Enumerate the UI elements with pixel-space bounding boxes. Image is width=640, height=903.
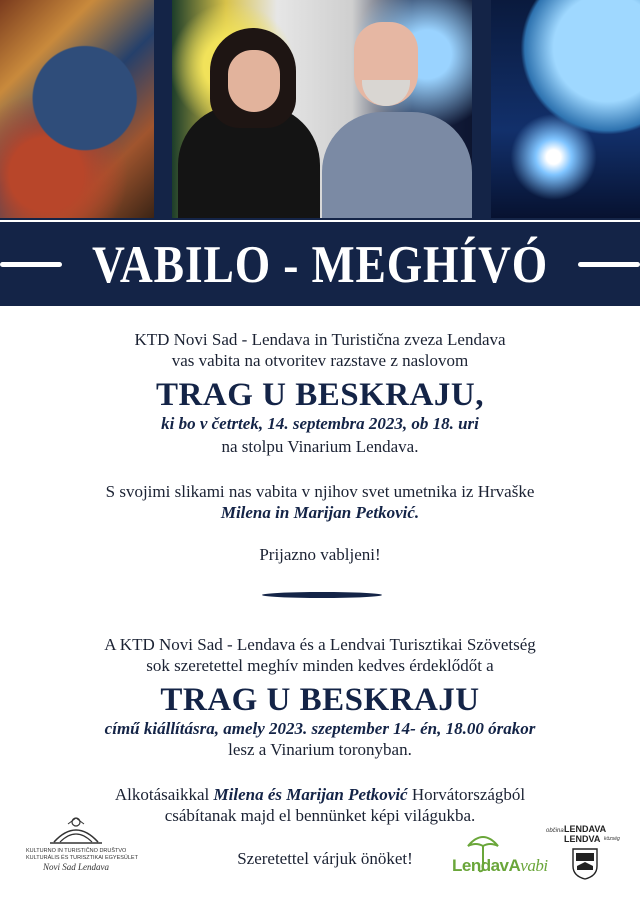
painting-left-image [0,0,154,218]
section-divider [262,592,382,598]
hu-exhibition-title: TRAG U BESKRAJU [160,682,480,718]
painting-right-image [491,0,640,218]
sl-welcome: Prijazno vabljeni! [259,545,381,564]
ktd-emblem-icon [46,814,106,846]
banner-title: VABILO - MEGHÍVÓ [91,236,549,294]
hu-artists-names: Milena és Marijan Petković [213,785,408,804]
sl-intro-line1: KTD Novi Sad - Lendava in Turistična zveza Lendava [134,330,506,349]
hu-artists-line2: csábítanak majd el bennünket képi világukba. [164,806,476,825]
hu-artists-prefix: Alkotásaikkal [114,785,210,804]
ktd-line2: KULTURÁLIS ÉS TURISZTIKAI EGYESÜLET [26,855,138,861]
hu-artists-suffix: Horvátországból [411,785,526,804]
woman-face [228,50,280,112]
artists-photo [172,0,472,218]
sl-place-line: na stolpu Vinarium Lendava. [221,437,419,456]
obcina-lendava-logo [546,822,622,882]
sl-artists-line: S svojimi slikami nas vabita v njihov svet umetnika iz Hrvaške [105,482,535,501]
man-beard [362,80,410,106]
sl-artists-names: Milena in Marijan Petković. [220,503,420,522]
ktd-line1: KULTURNO IN TURISTIČNO DRUŠTVO [26,848,127,854]
hu-welcome: Szeretettel várjuk önöket! [237,849,413,868]
sl-intro-line2: vas vabita na otvoritev razstave z naslovom [171,351,469,370]
hu-artists-line [0,785,640,805]
obcina-line1: LENDAVA [564,824,607,834]
obcina-small: občina [546,828,564,834]
hu-place-line: lesz a Vinarium toronyban. [228,740,412,759]
title-banner [0,222,640,306]
man-figure [322,112,472,218]
ktd-logo [26,812,138,874]
photo-strip [0,0,640,220]
banner-dash-right [578,262,640,267]
obcina-kozseg: község [604,836,620,842]
sl-date-line: ki bo v četrtek, 14. septembra 2023, ob 18. uri [161,414,479,433]
hu-intro-line2: sok szeretettel meghív minden kedves érdeklődőt a [146,656,494,675]
lendava-vabi-suffix: vabi [520,856,548,875]
sl-exhibition-title: TRAG U BESKRAJU, [156,377,484,413]
coat-of-arms-icon [572,848,598,880]
lendava-vabi-main: LendavA [452,856,521,875]
hu-date-line: című kiállításra, amely 2023. szeptember 14- én, 18.00 órakor [104,719,536,738]
ktd-name: Novi Sad Lendava [43,862,109,872]
hu-intro-line1: A KTD Novi Sad - Lendava és a Lendvai Turisztikai Szövetség [104,635,536,654]
obcina-line2: LENDVA [564,834,601,844]
